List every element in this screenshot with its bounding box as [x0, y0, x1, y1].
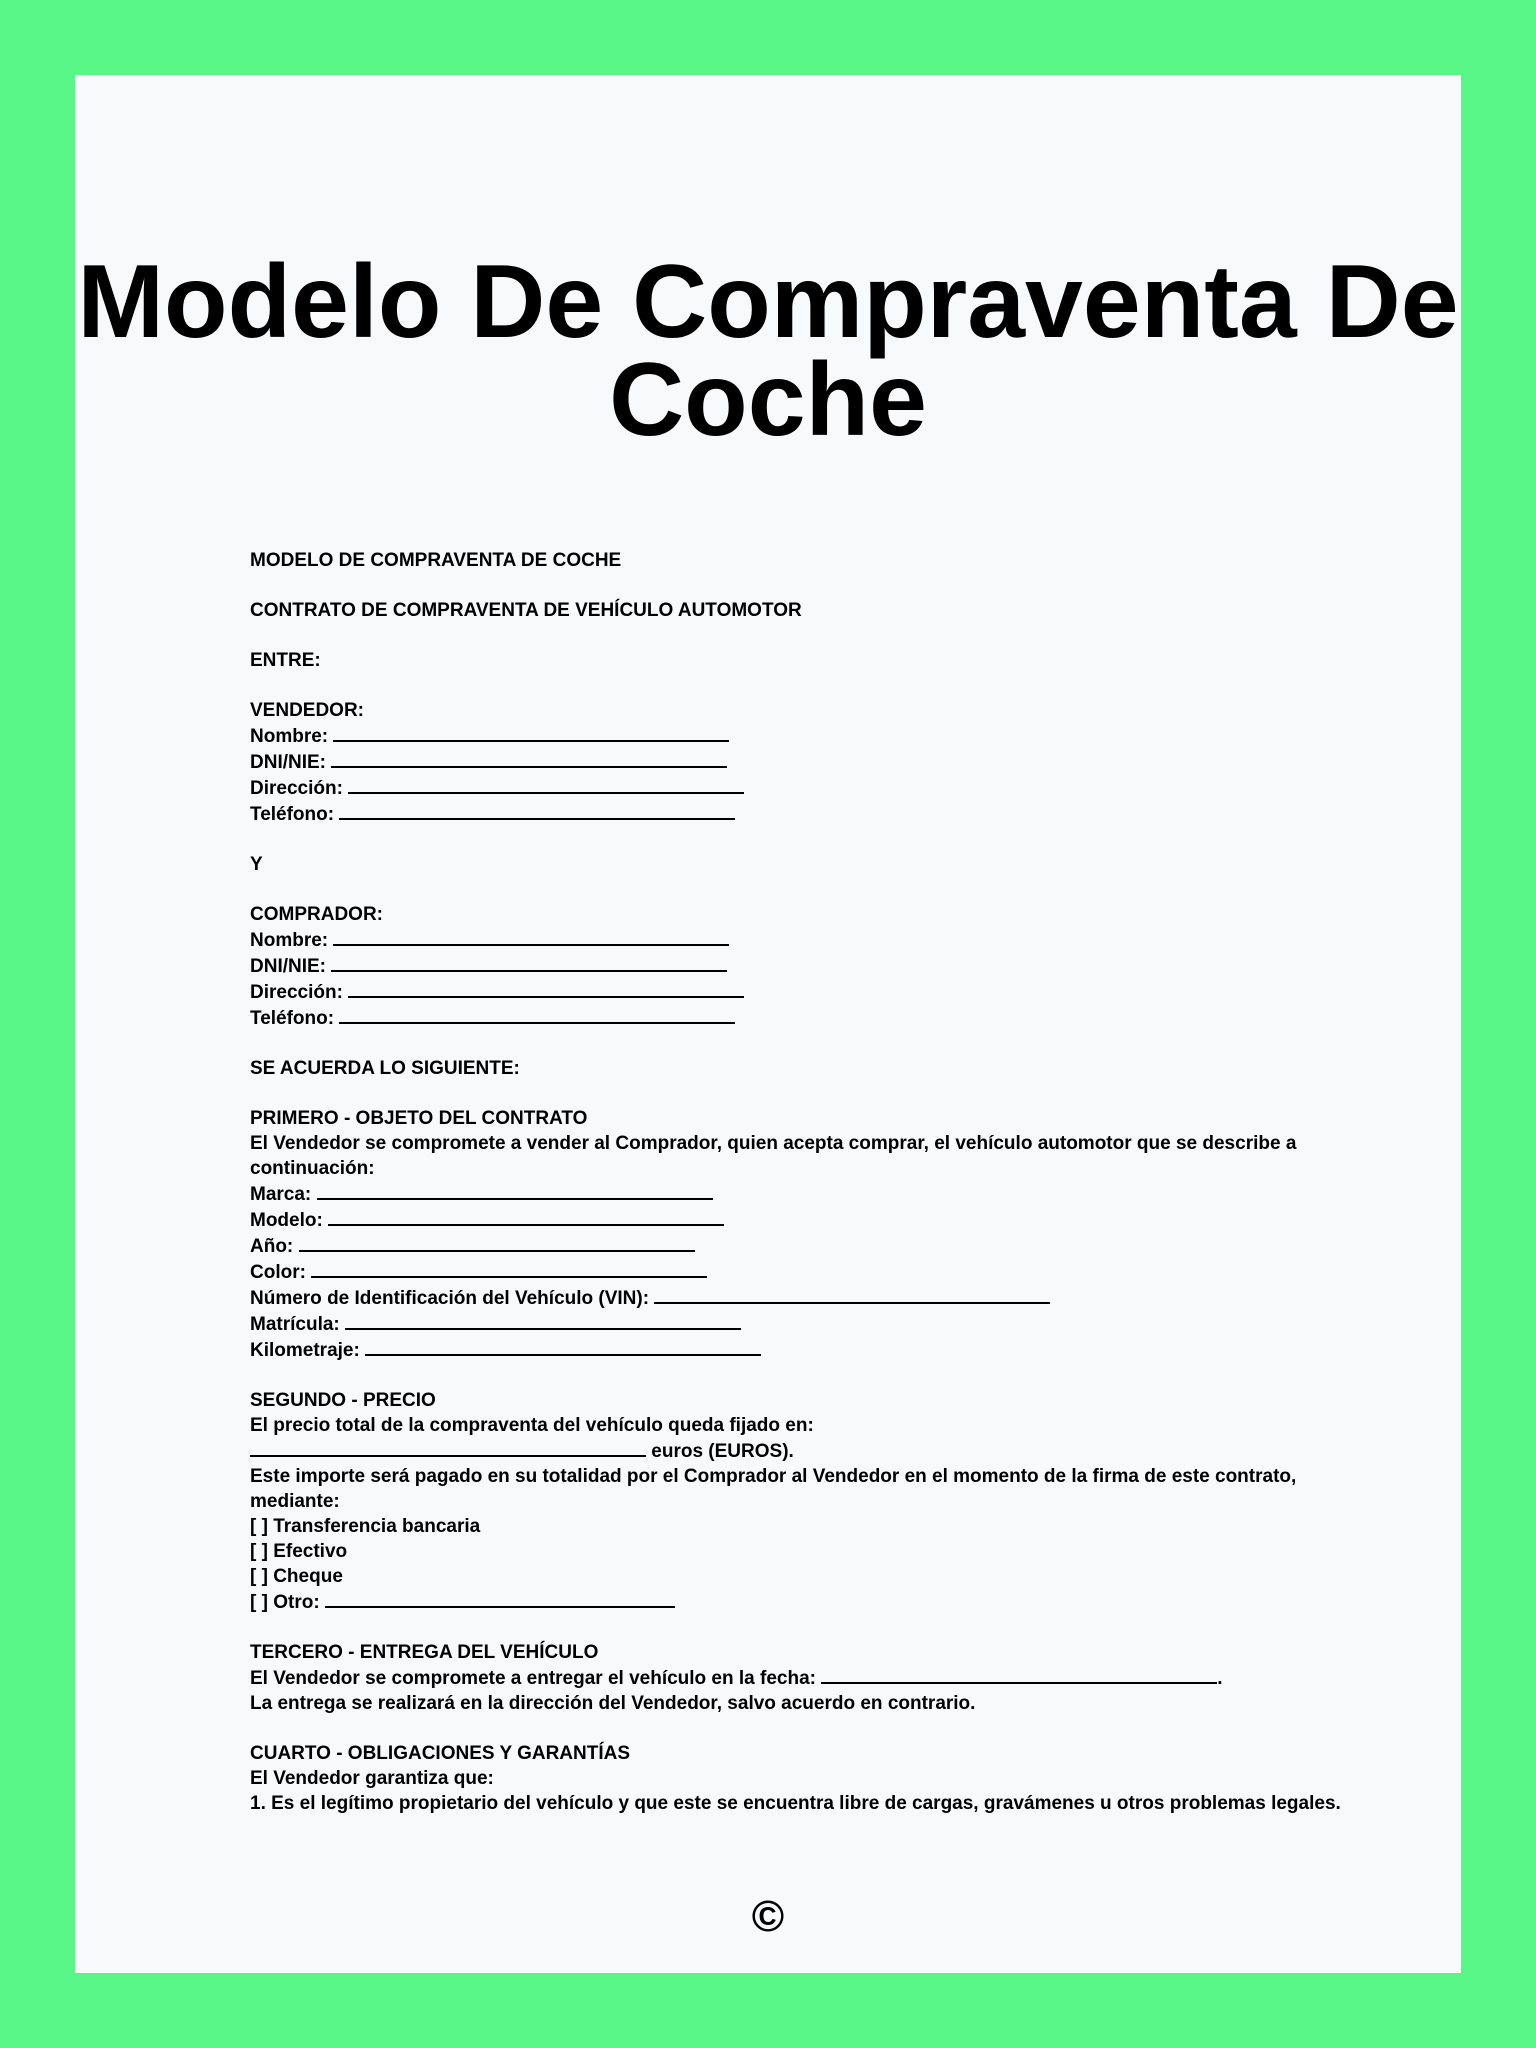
matricula-blank[interactable]: [345, 1311, 741, 1330]
acuerdo-heading: SE ACUERDA LO SIGUIENTE:: [250, 1058, 520, 1079]
otro-blank[interactable]: [325, 1589, 675, 1608]
comprador-telefono-line: [250, 1005, 1350, 1031]
vin-line: [250, 1285, 1350, 1311]
spacer: [250, 877, 1350, 902]
segundo-heading: SEGUNDO - PRECIO: [250, 1390, 436, 1411]
comprador-nombre-label: Nombre:: [250, 930, 329, 951]
modelo-blank[interactable]: [328, 1207, 724, 1226]
vendedor-direccion-label: Dirección:: [250, 778, 343, 799]
fecha-period: .: [1217, 1668, 1223, 1689]
cuarto-item-1: 1. Es el legítimo propietario del vehículo y que este se encuentra libre de cargas, gravámenes u otros problemas legales.: [250, 1793, 1341, 1814]
color-label: Color:: [250, 1262, 306, 1283]
comprador-telefono-label: Teléfono:: [250, 1008, 335, 1029]
y-separator: Y: [250, 854, 263, 875]
marca-label: Marca:: [250, 1184, 312, 1205]
spacer: [250, 573, 1350, 598]
matricula-label: Matrícula:: [250, 1314, 340, 1335]
vendedor-direccion-blank[interactable]: [348, 775, 744, 794]
spacer: [250, 1081, 1350, 1106]
vin-label: Número de Identificación del Vehículo (VIN):: [250, 1288, 650, 1309]
tercero-text: El Vendedor se compromete a entregar el vehículo en la fecha:: [250, 1668, 816, 1689]
tercero-lugar: La entrega se realizará en la dirección del Vendedor, salvo acuerdo en contrario.: [250, 1693, 976, 1714]
primero-heading: PRIMERO - OBJETO DEL CONTRATO: [250, 1108, 588, 1129]
option-otro-line: [250, 1589, 1350, 1615]
modelo-line: [250, 1207, 1350, 1233]
copyright-symbol: ©: [751, 1892, 785, 1941]
modelo-label: Modelo:: [250, 1210, 323, 1231]
entre-label: ENTRE:: [250, 650, 321, 671]
doc-subheading: CONTRATO DE COMPRAVENTA DE VEHÍCULO AUTOMOTOR: [250, 600, 802, 621]
spacer: [250, 673, 1350, 698]
comprador-dni-line: [250, 953, 1350, 979]
color-line: [250, 1259, 1350, 1285]
comprador-label: COMPRADOR:: [250, 904, 383, 925]
vendedor-dni-blank[interactable]: [331, 749, 727, 768]
spacer: [250, 1363, 1350, 1388]
spacer: [250, 1615, 1350, 1640]
vendedor-telefono-line: [250, 801, 1350, 827]
precio-blank[interactable]: [250, 1438, 646, 1457]
vin-blank[interactable]: [654, 1285, 1050, 1304]
vendedor-direccion-line: [250, 775, 1350, 801]
option-otro[interactable]: [ ] Otro:: [250, 1592, 320, 1613]
document-page: [75, 75, 1461, 1973]
spacer: [250, 1716, 1350, 1741]
comprador-nombre-line: [250, 927, 1350, 953]
option-cheque[interactable]: [ ] Cheque: [250, 1566, 343, 1587]
comprador-direccion-line: [250, 979, 1350, 1005]
comprador-direccion-label: Dirección:: [250, 982, 343, 1003]
vendedor-dni-label: DNI/NIE:: [250, 752, 326, 773]
segundo-text: El precio total de la compraventa del vehículo queda fijado en:: [250, 1415, 814, 1436]
comprador-dni-label: DNI/NIE:: [250, 956, 326, 977]
fecha-blank[interactable]: [821, 1665, 1217, 1684]
comprador-dni-blank[interactable]: [331, 953, 727, 972]
comprador-nombre-blank[interactable]: [333, 927, 729, 946]
vendedor-nombre-label: Nombre:: [250, 726, 329, 747]
vendedor-dni-line: [250, 749, 1350, 775]
matricula-line: [250, 1311, 1350, 1337]
color-blank[interactable]: [311, 1259, 707, 1278]
contract-body: [250, 548, 1350, 1816]
comprador-telefono-blank[interactable]: [339, 1005, 735, 1024]
comprador-direccion-blank[interactable]: [348, 979, 744, 998]
kilometraje-blank[interactable]: [365, 1337, 761, 1356]
vendedor-telefono-label: Teléfono:: [250, 804, 335, 825]
option-transferencia[interactable]: [ ] Transferencia bancaria: [250, 1516, 481, 1537]
doc-heading: MODELO DE COMPRAVENTA DE COCHE: [250, 550, 622, 571]
tercero-heading: TERCERO - ENTREGA DEL VEHÍCULO: [250, 1642, 599, 1663]
precio-line: [250, 1438, 1350, 1464]
vendedor-label: VENDEDOR:: [250, 700, 365, 721]
page-title: Modelo De Compraventa De Coche: [77, 244, 1459, 458]
option-efectivo[interactable]: [ ] Efectivo: [250, 1541, 348, 1562]
anio-line: [250, 1233, 1350, 1259]
kilometraje-label: Kilometraje:: [250, 1340, 360, 1361]
vendedor-telefono-blank[interactable]: [339, 801, 735, 820]
importe-text: Este importe será pagado en su totalidad por el Comprador al Vendedor en el momento de la firma de este contrato, mediante:: [250, 1466, 1297, 1512]
fecha-line: [250, 1665, 1350, 1691]
spacer: [250, 1031, 1350, 1056]
vendedor-nombre-line: [250, 723, 1350, 749]
spacer: [250, 827, 1350, 852]
anio-label: Año:: [250, 1236, 294, 1257]
marca-line: [250, 1181, 1350, 1207]
spacer: [250, 623, 1350, 648]
cuarto-heading: CUARTO - OBLIGACIONES Y GARANTÍAS: [250, 1743, 631, 1764]
vendedor-nombre-blank[interactable]: [333, 723, 729, 742]
euros-label: euros (EUROS).: [651, 1441, 794, 1462]
kilometraje-line: [250, 1337, 1350, 1363]
marca-blank[interactable]: [317, 1181, 713, 1200]
cuarto-text: El Vendedor garantiza que:: [250, 1768, 494, 1789]
anio-blank[interactable]: [299, 1233, 695, 1252]
primero-text: El Vendedor se compromete a vender al Comprador, quien acepta comprar, el vehículo automotor que se describe a continuación:: [250, 1133, 1297, 1179]
